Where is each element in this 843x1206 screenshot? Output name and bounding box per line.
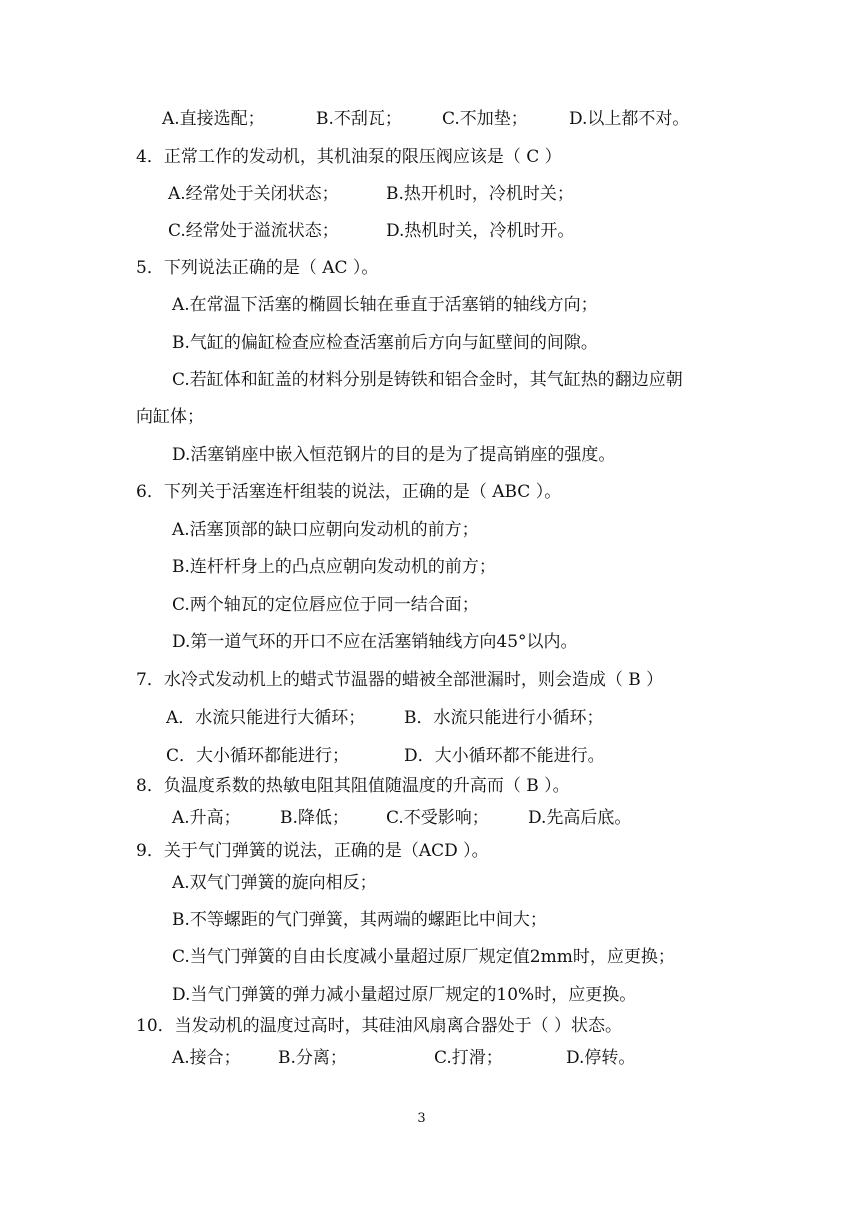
option-d: D.先高后底。 (528, 808, 632, 828)
q9-stem: 9．关于气门弹簧的说法，正确的是（ACD ）。 (136, 841, 489, 861)
page-number: 3 (417, 1111, 426, 1126)
q4-stem: 4．正常工作的发动机，其机油泵的限压阀应该是（ C ） (136, 147, 562, 167)
option-b: B.分离； (278, 1048, 347, 1068)
q7-options-row-1 (166, 707, 604, 729)
option-d: D.以上都不对。 (569, 109, 690, 129)
option-c: C.经常处于溢流状态； (168, 221, 339, 241)
q6-option-c: C.两个轴瓦的定位唇应位于同一结合面； (172, 595, 479, 615)
q7-options-row-2 (166, 745, 605, 767)
q8-stem: 8．负温度系数的热敏电阻其阻值随温度的升高而（ B ）。 (136, 776, 570, 796)
q7-stem: 7．水冷式发动机上的蜡式节温器的蜡被全部泄漏时，则会造成（ B ） (136, 670, 664, 690)
q5-option-c-wrap: 向缸体； (136, 407, 204, 427)
q4-options-row-2 (168, 220, 574, 242)
option-c: C.不加垫； (442, 109, 528, 129)
q5-option-c: C.若缸体和缸盖的材料分别是铸铁和铝合金时，其气缸热的翻边应朝 (172, 370, 683, 390)
q9-option-a: A.双气门弹簧的旋向相反； (172, 873, 377, 893)
q9-option-d: D.当气门弹簧的弹力减小量超过原厂规定的10%时，应更换。 (172, 985, 637, 1005)
q3-options-row (162, 108, 689, 130)
option-d: D.停转。 (566, 1048, 636, 1068)
option-a: A.升高； (172, 808, 241, 828)
q9-option-b: B.不等螺距的气门弹簧，其两端的螺距比中间大； (172, 910, 547, 930)
option-a: A.接合； (172, 1048, 241, 1068)
q5-option-b: B.气缸的偏缸检查应检查活塞前后方向与缸壁间的间隙。 (172, 333, 598, 353)
q9-option-c: C.当气门弹簧的自由长度减小量超过原厂规定值2mm时，应更换； (172, 947, 675, 967)
option-b: B.不刮瓦； (316, 109, 402, 129)
option-c: C.打滑； (434, 1048, 503, 1068)
q6-option-b: B.连杆杆身上的凸点应朝向发动机的前方； (172, 557, 496, 577)
option-b: B.热开机时，冷机时关； (386, 184, 574, 204)
q5-option-a: A.在常温下活塞的椭圆长轴在垂直于活塞销的轴线方向； (172, 295, 598, 315)
q4-options-row-1 (168, 183, 574, 205)
option-b: B.降低； (280, 808, 349, 828)
option-c: C.不受影响； (386, 808, 489, 828)
q5-stem: 5．下列说法正确的是（ AC ）。 (136, 258, 379, 278)
q5-option-d: D.活塞销座中嵌入恒范钢片的目的是为了提高销座的强度。 (172, 445, 616, 465)
q6-option-d: D.第一道气环的开口不应在活塞销轴线方向45°以内。 (172, 632, 578, 652)
q10-stem: 10．当发动机的温度过高时，其硅油风扇离合器处于（ ）状态。 (136, 1016, 623, 1036)
option-a: A．水流只能进行大循环； (166, 708, 366, 728)
option-b: B．水流只能进行小循环； (404, 708, 604, 728)
option-d: D.热机时关，冷机时开。 (386, 221, 575, 241)
option-c: C．大小循环都能进行； (166, 746, 350, 766)
q6-stem: 6．下列关于活塞连杆组装的说法，正确的是（ ABC ）。 (136, 482, 562, 502)
option-d: D．大小循环都不能进行。 (404, 746, 605, 766)
q10-options-row (172, 1047, 635, 1069)
option-a: A.直接选配； (162, 109, 265, 129)
option-a: A.经常处于关闭状态； (168, 184, 339, 204)
q8-options-row (172, 807, 631, 829)
q6-option-a: A.活塞顶部的缺口应朝向发动机的前方； (172, 520, 479, 540)
